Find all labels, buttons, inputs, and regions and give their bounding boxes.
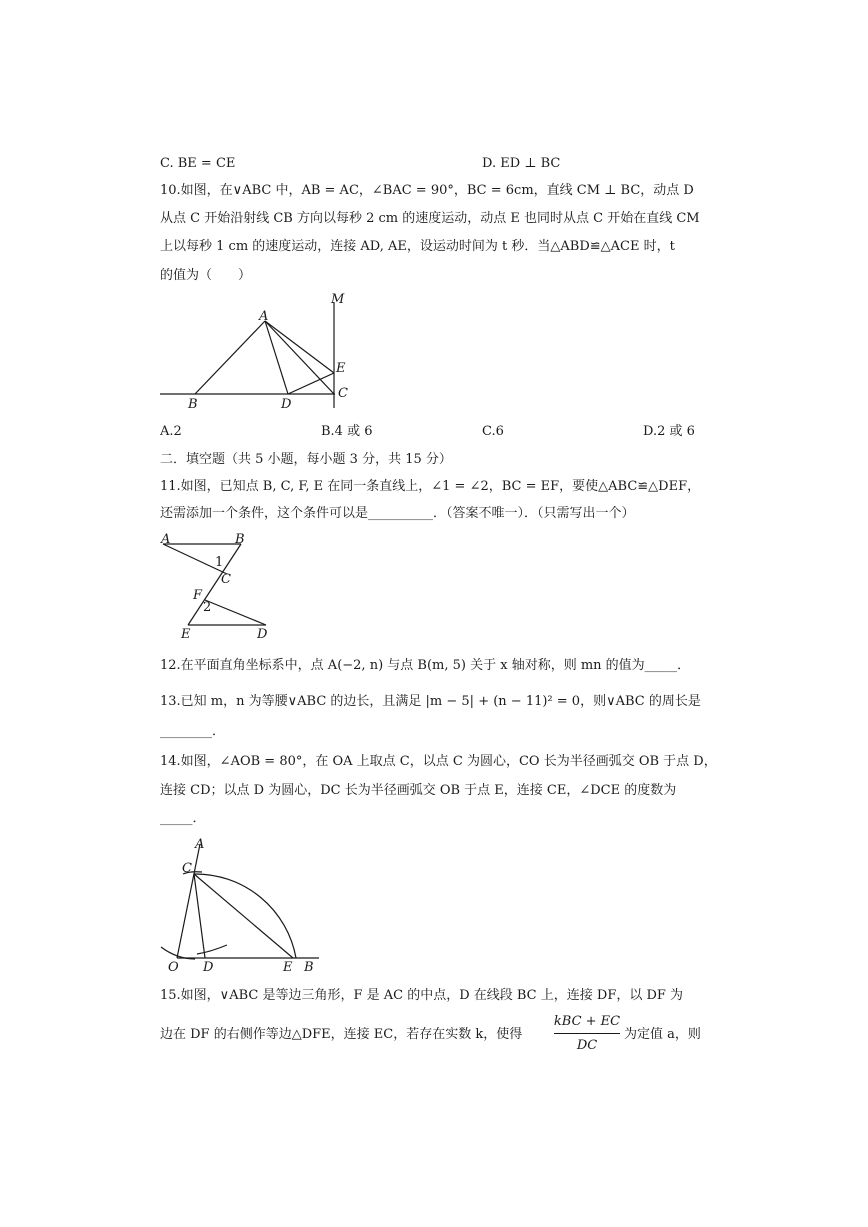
q13-text-line1: 13.已知 m，n 为等腰∨ABC 的边长，且满足 |m − 5| + (n − 11)² = 0，则∨ABC 的周长是	[160, 694, 701, 709]
q11-label-a: A	[161, 532, 171, 547]
q10-label-d: D	[281, 397, 292, 412]
q10-text-line4: 的值为（ ）	[160, 268, 252, 283]
q10-label-c: C	[338, 386, 348, 401]
q10-label-m: M	[331, 292, 345, 307]
q15-text-line2-b: 为定值 a，则	[624, 1027, 701, 1042]
q11-label-d: D	[257, 627, 268, 642]
q11-text-line1: 11.如图，已知点 B, C, F, E 在同一条直线上，∠1 = ∠2，BC = EF，要使△ABC≌△DEF，	[160, 479, 701, 494]
q14-label-a: A	[195, 837, 205, 852]
q15-text-line2-a: 边在 DF 的右侧作等边△DFE，连接 EC，若存在实数 k，使得	[160, 1027, 523, 1042]
q10-text-line3: 上以每秒 1 cm 的速度运动，连接 AD, AE，设运动时间为 t 秒．当△ABD≌△ACE 时，t	[160, 239, 675, 254]
q10-option-a: A.2	[160, 424, 182, 439]
q14-label-c: C	[182, 861, 192, 876]
q13-text-line2: ________．	[160, 724, 226, 739]
q11-text-line2: 还需添加一个条件，这个条件可以是__________．（答案不唯一）．（只需写出一个）	[160, 506, 635, 521]
q15-fraction-denominator: DC	[576, 1038, 598, 1053]
q14-label-d: D	[203, 960, 214, 975]
q15-fraction-numerator: kBC + EC	[553, 1014, 621, 1029]
q11-label-e: E	[181, 627, 191, 642]
q10-text-line2: 从点 C 开始沿射线 CB 方向以每秒 2 cm 的速度运动，动点 E 也同时从点 C 开始在直线 CM	[160, 211, 700, 226]
q14-text-line3: _____．	[160, 811, 206, 826]
q9-option-d: D. ED ⊥ BC	[482, 156, 561, 171]
q14-label-o: O	[168, 960, 179, 975]
q11-figure	[155, 528, 285, 643]
q11-label-f: F	[193, 588, 203, 603]
q10-text-line1: 10.如图，在∨ABC 中，AB = AC，∠BAC = 90°，BC = 6cm，直线 CM ⊥ BC，动点 D	[160, 183, 694, 198]
section2-heading: 二．填空题（共 5 小题，每小题 3 分，共 15 分）	[160, 452, 452, 467]
q14-text-line1: 14.如图，∠AOB = 80°，在 OA 上取点 C，以点 C 为圆心，CO 长为半径画弧交 OB 于点 D，	[160, 754, 717, 769]
q10-label-a: A	[259, 309, 269, 324]
q10-figure	[150, 288, 360, 413]
q10-option-b: B.4 或 6	[321, 424, 373, 439]
q11-label-angle2: 2	[203, 600, 212, 615]
q10-option-d: D.2 或 6	[643, 424, 695, 439]
q14-label-b: B	[304, 960, 314, 975]
q12-text-line1: 12.在平面直角坐标系中，点 A(−2, n) 与点 B(m, 5) 关于 x 轴对称，则 mn 的值为_____．	[160, 658, 691, 673]
q11-label-c: C	[221, 572, 231, 587]
q11-label-b: B	[235, 532, 245, 547]
q15-text-line1: 15.如图，∨ABC 是等边三角形，F 是 AC 的中点，D 在线段 BC 上，连接 DF，以 DF 为	[160, 988, 684, 1003]
q14-label-e: E	[283, 960, 293, 975]
q10-label-b: B	[188, 397, 198, 412]
q14-text-line2: 连接 CD；以点 D 为圆心，DC 长为半径画弧交 OB 于点 E，连接 CE，∠DCE 的度数为	[160, 783, 677, 798]
q14-figure	[155, 832, 330, 977]
q11-label-angle1: 1	[215, 555, 224, 570]
q15-fraction-bar	[554, 1033, 620, 1034]
q9-option-c: C. BE = CE	[160, 156, 236, 171]
q10-option-c: C.6	[482, 424, 504, 439]
q10-label-e: E	[336, 361, 346, 376]
